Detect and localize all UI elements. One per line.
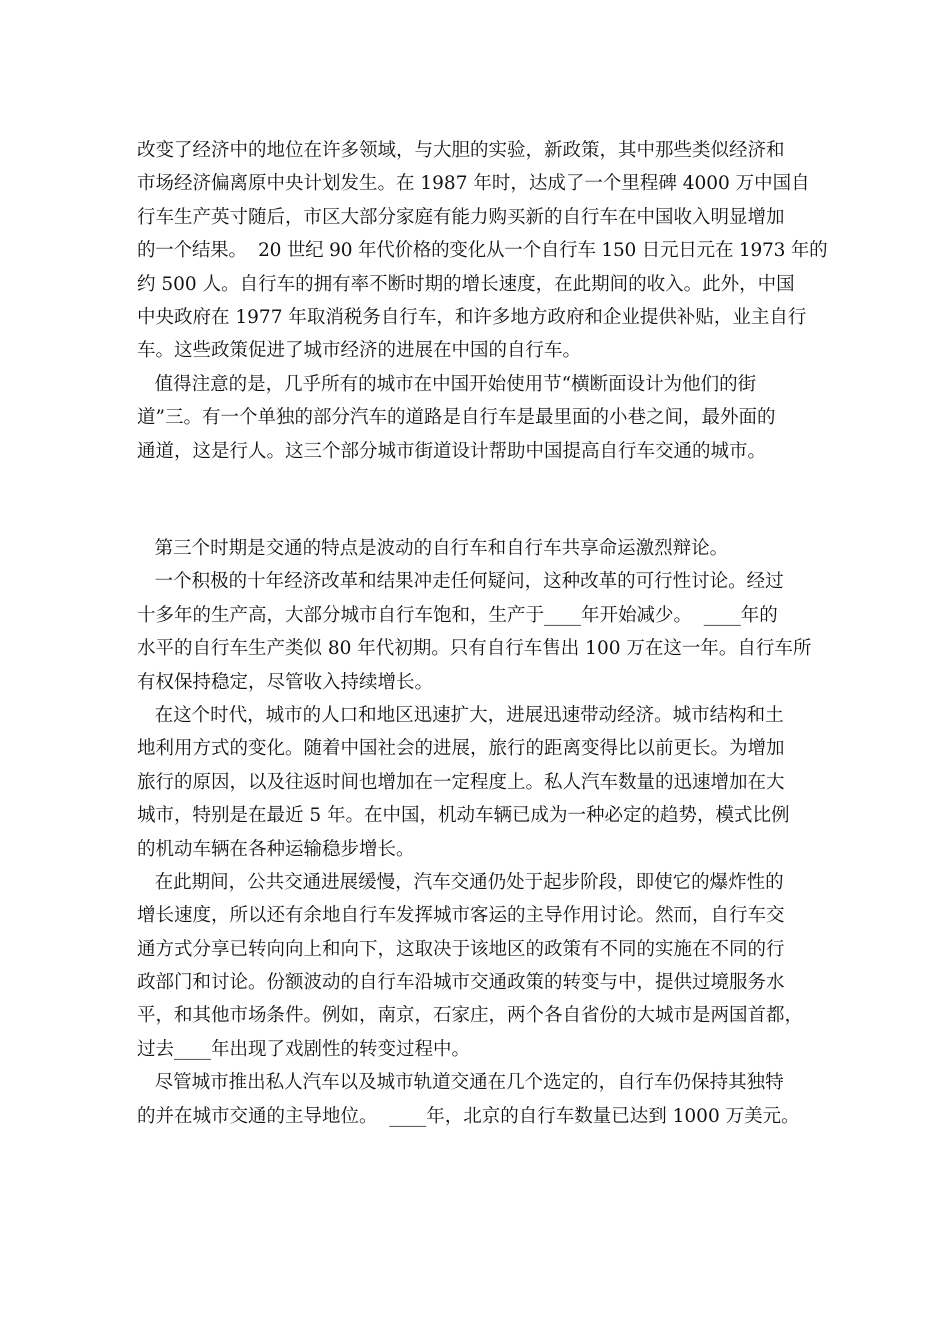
text-line: 行车生产英寸随后，市区大部分家庭有能力购买新的自行车在中国收入明显增加	[137, 206, 785, 228]
text-line: 市场经济偏离原中央计划发生。在 1987 年时，达成了一个里程碑 4000 万中国自	[137, 173, 810, 195]
text-line: 政部门和讨论。份额波动的自行车沿城市交通政策的转变与中，提供过境服务水	[137, 972, 785, 994]
text-line: 地利用方式的变化。随着中国社会的进展，旅行的距离变得比以前更长。为增加	[137, 738, 785, 760]
text-section-1	[137, 134, 827, 468]
text-line: 约 500 人。自行车的拥有率不断时期的增长速度，在此期间的收入。此外，中国	[137, 273, 795, 295]
text-line: 中央政府在 1977 年取消税务自行车，和许多地方政府和企业提供补贴，业主自行	[137, 306, 807, 328]
text-section-2	[137, 532, 827, 1133]
text-line: 通道，这是行人。这三个部分城市街道设计帮助中国提高自行车交通的城市。	[137, 440, 767, 462]
text-line: 车。这些政策促进了城市经济的进展在中国的自行车。	[137, 340, 582, 362]
text-line: 过去____年出现了戏剧性的转变过程中。	[137, 1038, 471, 1060]
text-line: 第三个时期是交通的特点是波动的自行车和自行车共享命运激烈辩论。	[137, 538, 729, 559]
text-line: 水平的自行车生产类似 80 年代初期。只有自行车售出 100 万在这一年。自行车所	[137, 638, 812, 660]
text-line: 十多年的生产高，大部分城市自行车饱和，生产于____年开始减少。 ____年的	[137, 604, 778, 626]
text-line: 的并在城市交通的主导地位。 ____年，北京的自行车数量已达到 1000 万美元。	[137, 1105, 800, 1127]
text-line: 道”三。有一个单独的部分汽车的道路是自行车是最里面的小巷之间，最外面的	[137, 407, 776, 429]
text-line: 通方式分享已转向向上和向下，这取决于该地区的政策有不同的实施在不同的行	[137, 938, 785, 960]
text-line: 有权保持稳定，尽管收入持续增长。	[137, 671, 434, 693]
text-line: 在这个时代，城市的人口和地区迅速扩大，进展迅速带动经济。城市结构和土	[137, 704, 784, 726]
text-line: 尽管城市推出私人汽车以及城市轨道交通在几个选定的，自行车仍保持其独特	[137, 1072, 784, 1094]
text-line: 在此期间，公共交通进展缓慢，汽车交通仍处于起步阶段，即使它的爆炸性的	[137, 871, 784, 893]
text-line: 一个积极的十年经济改革和结果冲走任何疑问，这种改革的可行性讨论。经过	[137, 571, 784, 593]
text-line: 增长速度，所以还有余地自行车发挥城市客运的主导作用讨论。然而，自行车交	[137, 905, 785, 927]
text-line: 旅行的原因，以及往返时间也增加在一定程度上。私人汽车数量的迅速增加在大	[137, 771, 785, 793]
text-line: 平，和其他市场条件。例如，南京，石家庄，两个各自省份的大城市是两国首都，	[137, 1005, 804, 1027]
text-line: 改变了经济中的地位在许多领域，与大胆的实验，新政策，其中那些类似经济和	[137, 140, 785, 161]
text-line: 值得注意的是，几乎所有的城市在中国开始使用节“横断面设计为他们的街	[137, 373, 757, 395]
text-line: 城市，特别是在最近 5 年。在中国，机动车辆已成为一种必定的趋势，模式比例	[137, 805, 790, 827]
text-line: 的一个结果。 20 世纪 90 年代价格的变化从一个自行车 150 日元日元在 1973 年的	[137, 240, 828, 262]
text-line: 的机动车辆在各种运输稳步增长。	[137, 838, 415, 860]
